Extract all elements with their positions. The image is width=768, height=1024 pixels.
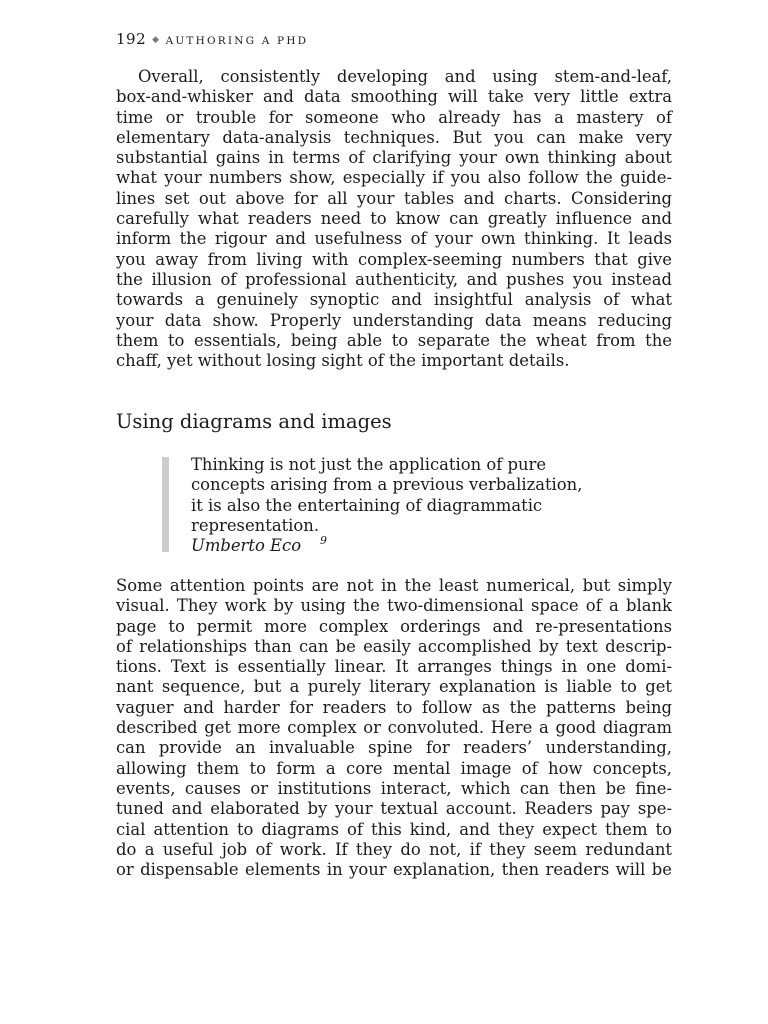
epigraph-text [191,455,582,536]
paragraph-line: what your numbers show, especially if you also follow the guide- [116,168,672,188]
paragraph-line: substantial gains in terms of clarifying your own thinking about [116,148,672,168]
paragraph-line: your data show. Properly understanding data means reducing [116,310,672,330]
quote-bar [162,457,169,552]
paragraph-line: described get more complex or convoluted. Here a good diagram [116,718,672,738]
body-paragraph-1 [116,67,672,371]
page-number: 192 [116,30,147,48]
paragraph-line: visual. They work by using the two-dimensional space of a blank [116,596,672,616]
paragraph-line: tions. Text is essentially linear. It arranges things in one domi- [116,657,672,677]
epigraph-line: representation. [191,515,320,535]
body-paragraph-2 [116,576,672,880]
paragraph-line: chaff, yet without losing sight of the important details. [116,351,570,371]
paragraph-line: cial attention to diagrams of this kind, and they expect them to [116,819,672,839]
paragraph-line: do a useful job of work. If they do not, if they seem redundant [116,839,672,859]
paragraph-line: them to essentials, being able to separate the wheat from the [116,330,672,350]
paragraph-line: Overall, consistently developing and using stem-and-leaf, [138,67,672,86]
paragraph-line: nant sequence, but a purely literary explanation is liable to get [116,677,672,697]
paragraph-line: inform the rigour and usefulness of your own thinking. It leads [116,229,672,249]
paragraph-line: carefully what readers need to know can greatly influence and [116,209,672,229]
paragraph-line: the illusion of professional authenticity, and pushes you instead [116,269,672,289]
footnote-marker: 9 [320,534,327,547]
paragraph-line: of relationships than can be easily accomplished by text descrip- [116,636,672,656]
epigraph [162,455,602,555]
paragraph-line: box-and-whisker and data smoothing will take very little extra [116,87,672,107]
page-header [116,30,308,50]
paragraph-line: vaguer and harder for readers to follow as the patterns being [116,697,672,717]
paragraph-line: allowing them to form a core mental image of how concepts, [116,758,672,778]
paragraph-line: tuned and elaborated by your textual account. Readers pay spe- [116,799,672,819]
epigraph-author: Umberto Eco [191,536,302,555]
epigraph-line: Thinking is not just the application of pure [191,455,547,474]
diamond-separator-icon: ◆ [152,35,160,45]
paragraph-line: you away from living with complex-seeming numbers that give [116,249,672,269]
paragraph-line: or dispensable elements in your explanation, then readers will be [116,860,672,880]
epigraph-line: it is also the entertaining of diagrammatic [191,495,543,515]
paragraph-line: elementary data-analysis techniques. But you can make very [116,127,672,147]
paragraph-line: events, causes or institutions interact, which can then be fine- [116,778,672,798]
paragraph-line: can provide an invaluable spine for readers’ understanding, [116,738,672,758]
epigraph-line: concepts arising from a previous verbalization, [191,475,583,495]
paragraph-line: time or trouble for someone who already has a mastery of [116,107,672,127]
paragraph-line: Some attention points are not in the least numerical, but simply [116,576,672,595]
paragraph-line: page to permit more complex orderings and re-presentations [116,616,672,636]
paragraph-line: towards a genuinely synoptic and insightful analysis of what [116,290,672,310]
running-head: AUTHORING A PHD [165,35,309,47]
paragraph-line: lines set out above for all your tables and charts. Considering [116,188,672,208]
section-heading: Using diagrams and images [116,410,392,433]
